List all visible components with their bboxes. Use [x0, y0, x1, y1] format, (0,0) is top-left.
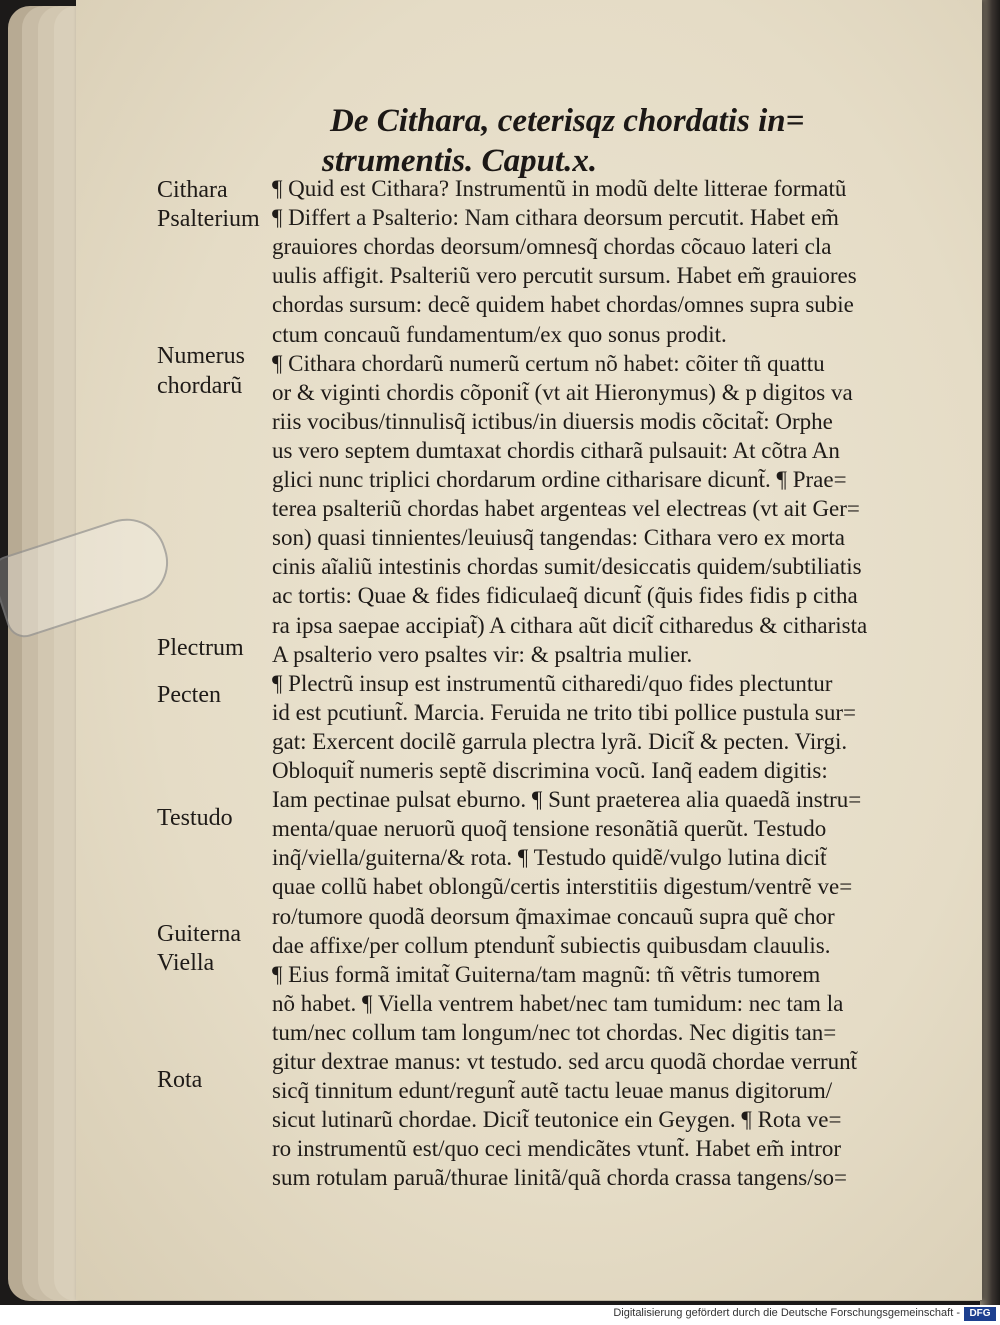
funding-notice: Digitalisierung gefördert durch die Deutsche Forschungsgemeinschaft - [613, 1307, 960, 1319]
body-line: dae affixe/per collum ptendunt̃ subiectis quibusdam clauulis. [272, 933, 831, 958]
margin-label: Rota [157, 1067, 203, 1093]
body-line: gat: Exercent docilẽ garrula plectra lyrã. Dicit̃ & pecten. Virgi. [272, 729, 848, 754]
body-line: uulis affigit. Psalteriũ vero percutit sursum. Habet em̃ grauiores [272, 263, 857, 288]
margin-label: Plectrum [157, 635, 244, 661]
margin-label: Psalterium [157, 206, 260, 232]
body-line: cinis aĩaliũ intestinis chordas sumit/desiccatis quidem/subtiliatis [272, 554, 862, 579]
body-line: ¶ Differt a Psalterio: Nam cithara deorsum percutit. Habet em̃ [272, 205, 839, 230]
chapter-title-line-1: De Cithara, ceterisqz chordatis in= [330, 103, 805, 139]
body-line: ¶ Quid est Cithara? Instrumentũ in modũ delte litterae formatũ [272, 176, 847, 201]
book-spine-shadow [980, 0, 1000, 1305]
body-line: menta/quae neruorũ quoq̃ tensione resonãtiã querũt. Testudo [272, 816, 827, 841]
body-line: ac tortis: Quae & fides fidiculaeq̃ dicunt̃ (q̃uis fides fidis p citha [272, 583, 858, 608]
body-line: ¶ Eius formã imitat̃ Guiterna/tam magnũ: tñ vẽtris tumorem [272, 962, 821, 987]
body-line: sicq̃ tinnitum edunt/regunt̃ autẽ tactu leuae manus digitorum/ [272, 1078, 833, 1103]
body-line: ra ipsa saepae accipiat̃) A cithara aũt dicit̃ citharedus & citharista [272, 613, 868, 638]
margin-label: Numerus [157, 343, 245, 369]
body-line: tum/nec collum tam longum/nec tot chordas. Nec digitis tan= [272, 1020, 837, 1045]
body-line: ro instrumentũ est/quo ceci mendicãtes vtunt̃. Habet em̃ intror [272, 1136, 842, 1161]
body-line: ro/tumore quodã deorsum q̃maximae concauũ supra quẽ chor [272, 904, 835, 929]
margin-label: Pecten [157, 682, 221, 708]
margin-label: Testudo [157, 805, 233, 831]
body-line: quae collũ habet oblongũ/certis interstitiis digestum/ventrẽ ve= [272, 874, 853, 899]
margin-label: chordarũ [157, 373, 243, 399]
body-line: grauiores chordas deorsum/omnesq̃ chordas cõcauo lateri cla [272, 234, 832, 259]
margin-label: Viella [157, 950, 215, 976]
body-line: Iam pectinae pulsat eburno. ¶ Sunt praeterea alia quaedã instru= [272, 787, 862, 812]
body-line: Obloquit̃ numeris septẽ discrimina vocũ. Ianq̃ eadem digitis: [272, 758, 828, 783]
body-line: id est pcutiunt̃. Marcia. Feruida ne trito tibi pollice pustula sur= [272, 700, 857, 725]
margin-label: Guiterna [157, 921, 241, 947]
dfg-logo: DFG [964, 1307, 996, 1321]
body-line: sum rotulam paruã/thurae linitã/quã chorda crassa tangens/so= [272, 1165, 848, 1190]
body-line: sicut lutinarũ chordae. Dicit̃ teutonice ein Geygen. ¶ Rota ve= [272, 1107, 842, 1132]
body-line: gitur dextrae manus: vt testudo. sed arcu quodã chordae verrunt̃ [272, 1049, 858, 1074]
body-line: ctum concauũ fundamentum/ex quo sonus prodit. [272, 322, 727, 347]
body-line: or & viginti chordis cõponit̃ (vt ait Hieronymus) & p digitos va [272, 380, 853, 405]
chapter-title-line-2: strumentis. Caput.x. [322, 143, 598, 179]
body-line: riis vocibus/tinnulisq̃ ictibus/in diuersis modis cõcitat̃: Orphe [272, 409, 833, 434]
body-line: terea psalteriũ chordas habet argenteas vel electreas (vt ait Ger= [272, 496, 860, 521]
body-line: us vero septem dumtaxat chordis citharã pulsauit: At cõtra An [272, 438, 840, 463]
body-line: son) quasi tinnientes/leuiusq̃ tangendas: Cithara vero ex morta [272, 525, 845, 550]
body-line: ¶ Plectrũ insup est instrumentũ citharedi/quo fides plectuntur [272, 671, 833, 696]
body-line: A psalterio vero psaltes vir: & psaltria mulier. [272, 642, 693, 667]
body-line: inq̃/viella/guiterna/& rota. ¶ Testudo quidẽ/vulgo lutina dicit̃ [272, 845, 827, 870]
footer-bar [0, 1305, 1000, 1325]
margin-label: Cithara [157, 177, 228, 203]
body-line: nõ habet. ¶ Viella ventrem habet/nec tam tumidum: nec tam la [272, 991, 844, 1016]
body-line: ¶ Cithara chordarũ numerũ certum nõ habet: cõiter tñ quattu [272, 351, 825, 376]
body-line: glici nunc triplici chordarum ordine citharisare dicunt̃. ¶ Prae= [272, 467, 847, 492]
body-line: chordas sursum: decẽ quidem habet chordas/omnes supra subie [272, 292, 854, 317]
